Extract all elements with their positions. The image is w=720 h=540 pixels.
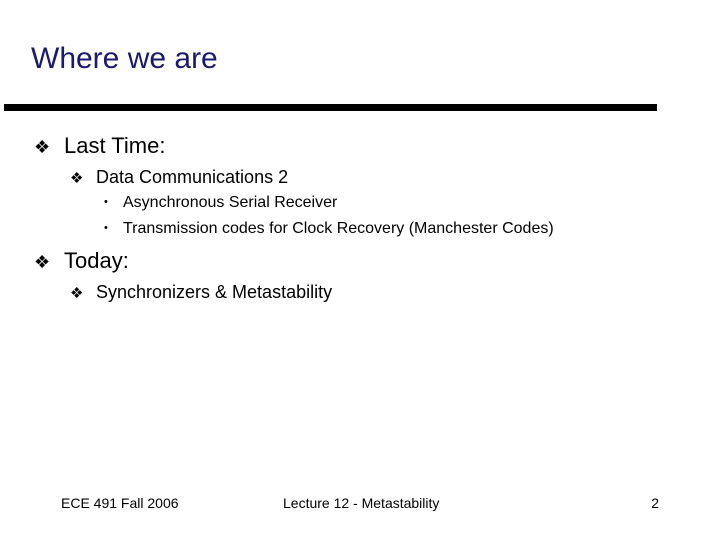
footer-lecture: Lecture 12 - Metastability (283, 495, 440, 511)
subitem-text: Data Communications 2 (96, 167, 289, 187)
dot-bullet-icon: • (104, 196, 108, 208)
subbullet-synchronizers (70, 283, 332, 301)
bullet-today (34, 250, 129, 272)
footer-course: ECE 491 Fall 2006 (61, 495, 179, 511)
page-number: 2 (651, 495, 659, 511)
square-bullet-icon: ❖ (34, 137, 51, 157)
section-heading: Today: (64, 248, 129, 273)
subitem-text: Synchronizers & Metastability (96, 282, 333, 302)
square-bullet-icon: ❖ (70, 285, 84, 302)
section-heading: Last Time: (64, 133, 166, 158)
bullet-last-time (34, 135, 165, 157)
title-divider (4, 104, 657, 111)
square-bullet-icon: ❖ (34, 252, 51, 272)
detail-text: Transmission codes for Clock Recovery (Manchester Codes) (123, 220, 554, 237)
detail-async-receiver (104, 195, 337, 211)
detail-transmission-codes (104, 221, 554, 237)
square-bullet-icon: ❖ (70, 170, 84, 187)
detail-text: Asynchronous Serial Receiver (123, 194, 338, 211)
slide-title: Where we are (31, 42, 218, 75)
subbullet-data-communications (70, 168, 288, 186)
dot-bullet-icon: • (104, 222, 108, 234)
